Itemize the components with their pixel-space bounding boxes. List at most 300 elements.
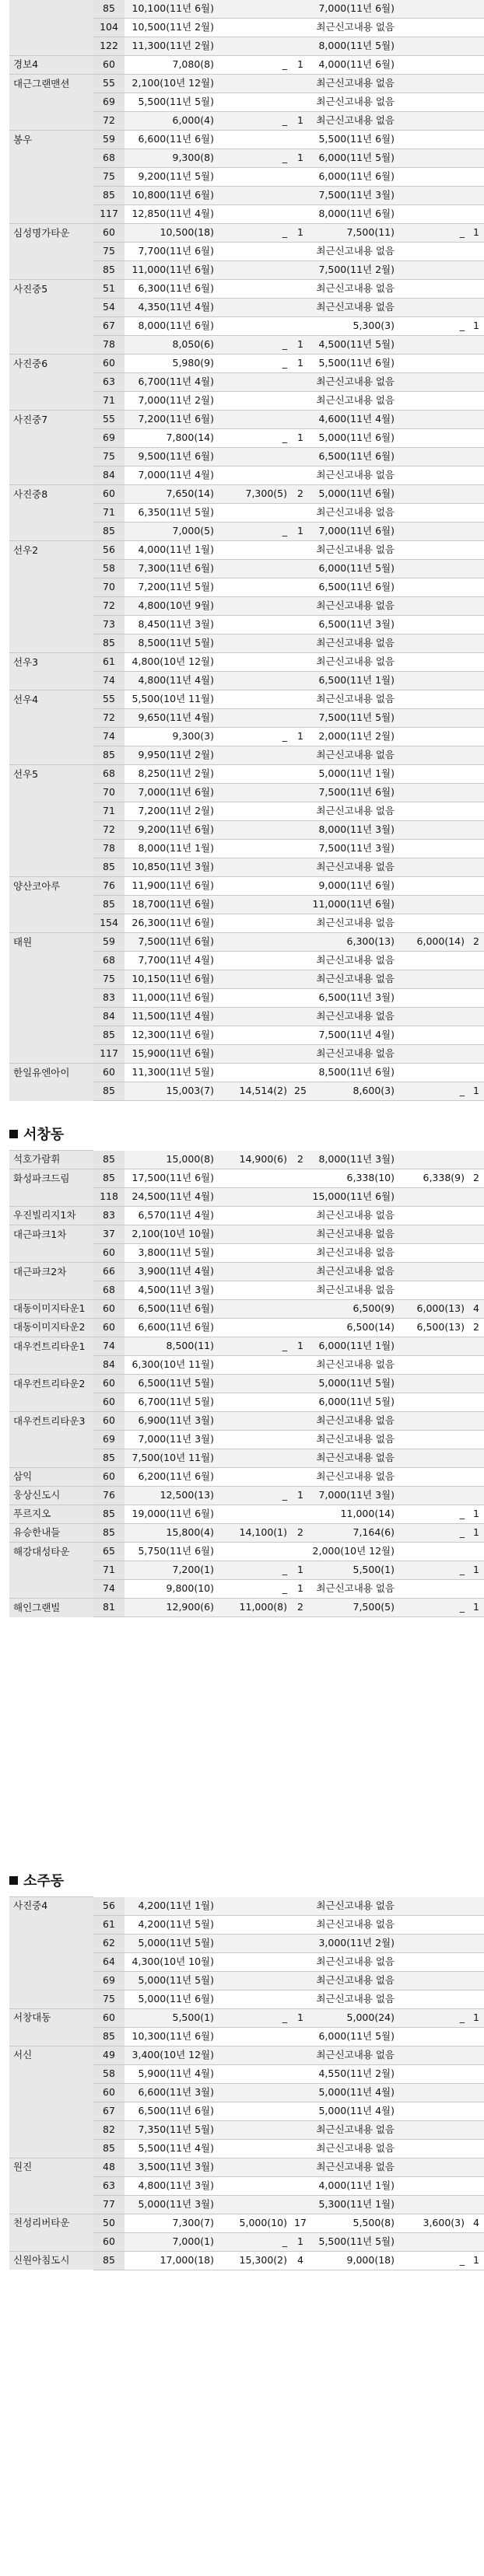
jeonse-price-cell: 최근신고내용 없음: [310, 1990, 398, 2008]
table-row: [9, 2214, 484, 2232]
area-cell: 68: [93, 149, 125, 168]
jeonse-price-prev-cell: [398, 448, 468, 467]
jeonse-count-cell: [468, 355, 484, 373]
jeonse-price-cell: 5,500(1): [310, 1561, 398, 1580]
jeonse-count-cell: 4: [468, 1300, 484, 1319]
jeonse-count-cell: [468, 429, 484, 448]
sale-price-cell: 11,000(11년 6월): [125, 261, 218, 280]
sale-price-prev-cell: [218, 317, 291, 336]
jeonse-count-cell: [468, 1915, 484, 1934]
jeonse-price-prev-cell: [398, 0, 468, 19]
jeonse-count-cell: [468, 448, 484, 467]
jeonse-price-cell: 4,600(11년 4월): [310, 411, 398, 429]
sale-count-cell: 1: [291, 523, 310, 541]
complex-name: [9, 112, 93, 131]
complex-name: 태원: [9, 933, 93, 952]
sale-price-cell: 11,300(11년 5월): [125, 1064, 218, 1082]
sale-price-prev-cell: [218, 243, 291, 261]
jeonse-count-cell: [468, 746, 484, 765]
sale-count-cell: [291, 2176, 310, 2195]
jeonse-price-prev-cell: [398, 2046, 468, 2064]
sale-count-cell: [291, 1431, 310, 1449]
jeonse-count-cell: [468, 299, 484, 317]
jeonse-price-prev-cell: [398, 952, 468, 970]
complex-name: [9, 243, 93, 261]
sale-price-prev-cell: [218, 2195, 291, 2214]
sale-price-cell: 6,350(11년 5월): [125, 504, 218, 523]
complex-name: [9, 560, 93, 578]
table-row: [9, 205, 484, 224]
table-row: [9, 1431, 484, 1449]
jeonse-price-cell: 최근신고내용 없음: [310, 952, 398, 970]
jeonse-price-prev-cell: [398, 1580, 468, 1599]
sale-price-cell: 7,300(7): [125, 2214, 218, 2232]
complex-name: [9, 578, 93, 597]
jeonse-price-cell: 8,000(11년 3월): [310, 1151, 398, 1169]
sale-price-prev-cell: [218, 1897, 291, 1916]
table-row: [9, 93, 484, 112]
sale-price-cell: 6,000(4): [125, 112, 218, 131]
sale-price-prev-cell: [218, 2027, 291, 2046]
jeonse-count-cell: [468, 187, 484, 205]
jeonse-price-cell: 6,500(11년 6월): [310, 578, 398, 597]
jeonse-price-prev-cell: [398, 1915, 468, 1934]
jeonse-price-prev-cell: [398, 1045, 468, 1064]
sale-count-cell: [291, 933, 310, 952]
sale-price-cell: 7,800(14): [125, 429, 218, 448]
area-cell: 154: [93, 914, 125, 933]
sale-price-cell: 15,003(7): [125, 1082, 218, 1101]
complex-name: [9, 149, 93, 168]
table-row: [9, 1543, 484, 1561]
jeonse-price-cell: 5,000(11년 6월): [310, 485, 398, 504]
jeonse-price-cell: 8,000(11년 3월): [310, 821, 398, 840]
jeonse-price-cell: 5,500(11년 6월): [310, 355, 398, 373]
jeonse-count-cell: [468, 112, 484, 131]
sale-count-cell: [291, 205, 310, 224]
jeonse-price-prev-cell: [398, 896, 468, 914]
complex-name: 심성명가타운: [9, 224, 93, 243]
sale-count-cell: 1: [291, 1337, 310, 1356]
area-cell: 55: [93, 75, 125, 93]
jeonse-price-cell: 5,500(11년 6월): [310, 131, 398, 149]
sale-count-cell: [291, 317, 310, 336]
sale-price-cell: 3,500(11년 3월): [125, 2158, 218, 2176]
table-row: [9, 1524, 484, 1543]
table-row: [9, 19, 484, 37]
jeonse-price-cell: 4,550(11년 2월): [310, 2064, 398, 2083]
area-cell: 75: [93, 448, 125, 467]
area-cell: 60: [93, 2008, 125, 2027]
table-row: [9, 448, 484, 467]
sale-price-prev-cell: [218, 1263, 291, 1281]
table-row: [9, 2195, 484, 2214]
area-cell: 60: [93, 485, 125, 504]
complex-name: [9, 616, 93, 634]
jeonse-price-prev-cell: [398, 1375, 468, 1393]
jeonse-count-cell: [468, 0, 484, 19]
jeonse-price-prev-cell: [398, 672, 468, 690]
sale-price-prev-cell: [218, 914, 291, 933]
sale-price-prev-cell: [218, 1244, 291, 1263]
jeonse-price-prev-cell: [398, 914, 468, 933]
complex-name: [9, 0, 93, 19]
jeonse-price-cell: 최근신고내용 없음: [310, 1915, 398, 1934]
sale-price-cell: 7,000(11년 2월): [125, 392, 218, 411]
jeonse-price-prev-cell: [398, 578, 468, 597]
sale-count-cell: [291, 802, 310, 821]
sale-count-cell: [291, 952, 310, 970]
sale-price-cell: 7,650(14): [125, 485, 218, 504]
sale-price-prev-cell: [218, 392, 291, 411]
area-cell: 85: [93, 2027, 125, 2046]
jeonse-price-prev-cell: _: [398, 1561, 468, 1580]
sale-price-cell: 5,500(10년 11월): [125, 690, 218, 709]
area-cell: 62: [93, 1934, 125, 1952]
sale-count-cell: [291, 37, 310, 56]
complex-name: [9, 952, 93, 970]
jeonse-count-cell: [468, 877, 484, 896]
area-cell: 65: [93, 1543, 125, 1561]
sale-price-cell: 9,300(8): [125, 149, 218, 168]
complex-name: 삼익: [9, 1468, 93, 1487]
complex-name: 천성리버타운: [9, 2214, 93, 2232]
jeonse-price-prev-cell: [398, 560, 468, 578]
sale-count-cell: [291, 1281, 310, 1300]
jeonse-count-cell: [468, 1449, 484, 1468]
sale-price-cell: 12,500(13): [125, 1487, 218, 1505]
jeonse-count-cell: [468, 1337, 484, 1356]
area-cell: 78: [93, 336, 125, 355]
jeonse-price-cell: 6,000(11년 5월): [310, 149, 398, 168]
jeonse-price-cell: 최근신고내용 없음: [310, 19, 398, 37]
sale-count-cell: [291, 93, 310, 112]
sale-count-cell: [291, 243, 310, 261]
complex-name: [9, 2102, 93, 2120]
jeonse-price-prev-cell: [398, 504, 468, 523]
table-row: [9, 784, 484, 802]
table-row: [9, 112, 484, 131]
sale-price-cell: 7,000(11년 4월): [125, 467, 218, 485]
sale-count-cell: [291, 280, 310, 299]
sale-price-prev-cell: [218, 578, 291, 597]
complex-name: [9, 373, 93, 392]
sale-price-prev-cell: [218, 467, 291, 485]
complex-name: 유승한내들: [9, 1524, 93, 1543]
jeonse-price-cell: 최근신고내용 없음: [310, 75, 398, 93]
sale-count-cell: [291, 1915, 310, 1934]
table-row: [9, 1045, 484, 1064]
jeonse-count-cell: [468, 1543, 484, 1561]
sale-price-cell: 17,500(11년 6월): [125, 1169, 218, 1188]
sale-price-cell: 5,000(11년 5월): [125, 1934, 218, 1952]
table-row: [9, 355, 484, 373]
area-cell: 67: [93, 317, 125, 336]
sale-count-cell: [291, 634, 310, 653]
sale-price-cell: 6,700(11년 5월): [125, 1393, 218, 1412]
sale-count-cell: [291, 131, 310, 149]
sale-count-cell: [291, 392, 310, 411]
sale-count-cell: [291, 970, 310, 989]
sale-price-cell: 7,300(11년 6월): [125, 560, 218, 578]
sale-price-cell: 7,200(11년 2월): [125, 802, 218, 821]
sale-count-cell: [291, 858, 310, 877]
jeonse-count-cell: [468, 1952, 484, 1971]
complex-name: 서창대동: [9, 2008, 93, 2027]
sale-price-cell: 6,600(11년 6월): [125, 1319, 218, 1337]
sale-price-cell: 8,000(11년 6월): [125, 317, 218, 336]
complex-name: 사진중8: [9, 485, 93, 504]
sale-price-cell: 5,500(1): [125, 2008, 218, 2027]
sale-price-prev-cell: [218, 765, 291, 784]
sale-count-cell: [291, 1952, 310, 1971]
sale-price-prev-cell: _: [218, 1580, 291, 1599]
jeonse-count-cell: 4: [468, 2214, 484, 2232]
jeonse-price-cell: 최근신고내용 없음: [310, 1225, 398, 1244]
complex-name: [9, 467, 93, 485]
jeonse-count-cell: [468, 858, 484, 877]
area-cell: 85: [93, 1082, 125, 1101]
complex-name: 사진중7: [9, 411, 93, 429]
complex-name: 대우컨트리타운2: [9, 1375, 93, 1393]
table-row: [9, 933, 484, 952]
sale-count-cell: [291, 1300, 310, 1319]
complex-name: [9, 1990, 93, 2008]
jeonse-price-prev-cell: [398, 597, 468, 616]
area-cell: 85: [93, 2139, 125, 2158]
table-row: [9, 578, 484, 597]
area-cell: 76: [93, 1487, 125, 1505]
table-row: [9, 1319, 484, 1337]
jeonse-price-cell: 최근신고내용 없음: [310, 112, 398, 131]
sale-count-cell: [291, 1412, 310, 1431]
jeonse-price-prev-cell: [398, 1412, 468, 1431]
sale-price-prev-cell: _: [218, 1337, 291, 1356]
jeonse-count-cell: [468, 1375, 484, 1393]
sale-count-cell: [291, 709, 310, 728]
jeonse-count-cell: [468, 1188, 484, 1207]
complex-name: [9, 1008, 93, 1026]
complex-name: [9, 19, 93, 37]
jeonse-count-cell: [468, 802, 484, 821]
jeonse-price-cell: 최근신고내용 없음: [310, 2158, 398, 2176]
sale-price-prev-cell: _: [218, 429, 291, 448]
sale-count-cell: 1: [291, 56, 310, 75]
sale-price-prev-cell: 11,000(8): [218, 1599, 291, 1617]
area-cell: 74: [93, 672, 125, 690]
jeonse-price-prev-cell: [398, 1244, 468, 1263]
sale-count-cell: 1: [291, 1561, 310, 1580]
jeonse-count-cell: [468, 261, 484, 280]
complex-name: 대근파크1차: [9, 1225, 93, 1244]
jeonse-price-cell: 최근신고내용 없음: [310, 280, 398, 299]
area-cell: 75: [93, 168, 125, 187]
table-row: [9, 914, 484, 933]
jeonse-price-cell: 7,500(11년 2월): [310, 261, 398, 280]
area-cell: 54: [93, 299, 125, 317]
area-cell: 55: [93, 690, 125, 709]
table-row: [9, 802, 484, 821]
jeonse-price-cell: 7,500(11년 6월): [310, 784, 398, 802]
sale-count-cell: [291, 1026, 310, 1045]
area-cell: 60: [93, 1468, 125, 1487]
table-row: [9, 2158, 484, 2176]
jeonse-price-cell: 6,000(11년 5월): [310, 2027, 398, 2046]
sale-count-cell: [291, 1225, 310, 1244]
sale-price-prev-cell: 14,514(2): [218, 1082, 291, 1101]
jeonse-count-cell: [468, 411, 484, 429]
sale-price-prev-cell: [218, 653, 291, 672]
sale-count-cell: [291, 1897, 310, 1916]
jeonse-price-prev-cell: [398, 728, 468, 746]
jeonse-price-prev-cell: [398, 653, 468, 672]
jeonse-count-cell: [468, 989, 484, 1008]
complex-name: [9, 168, 93, 187]
table-row: [9, 690, 484, 709]
area-cell: 69: [93, 429, 125, 448]
complex-name: [9, 2195, 93, 2214]
table-row: [9, 1561, 484, 1580]
jeonse-count-cell: [468, 2083, 484, 2102]
jeonse-count-cell: [468, 1244, 484, 1263]
sale-price-cell: 10,500(11년 2월): [125, 19, 218, 37]
sale-price-cell: 3,800(11년 5월): [125, 1244, 218, 1263]
jeonse-price-cell: 7,500(11년 3월): [310, 840, 398, 858]
sale-price-prev-cell: [218, 933, 291, 952]
table-row: [9, 1225, 484, 1244]
jeonse-price-prev-cell: [398, 243, 468, 261]
jeonse-price-prev-cell: [398, 1337, 468, 1356]
sale-price-prev-cell: [218, 1300, 291, 1319]
area-cell: 82: [93, 2120, 125, 2139]
table-row: [9, 243, 484, 261]
table-row: [9, 896, 484, 914]
jeonse-price-cell: 최근신고내용 없음: [310, 914, 398, 933]
sale-price-prev-cell: _: [218, 1561, 291, 1580]
jeonse-price-cell: 2,000(10년 12월): [310, 1543, 398, 1561]
complex-name: [9, 429, 93, 448]
sale-price-cell: 10,500(18): [125, 224, 218, 243]
jeonse-price-prev-cell: [398, 485, 468, 504]
sale-price-cell: 6,300(11년 6월): [125, 280, 218, 299]
complex-name: [9, 840, 93, 858]
sale-count-cell: [291, 746, 310, 765]
complex-name: 선우4: [9, 690, 93, 709]
area-cell: 59: [93, 933, 125, 952]
sale-count-cell: [291, 1169, 310, 1188]
jeonse-price-prev-cell: [398, 877, 468, 896]
jeonse-price-cell: 최근신고내용 없음: [310, 1281, 398, 1300]
jeonse-count-cell: [468, 504, 484, 523]
jeonse-price-cell: 6,000(11년 1월): [310, 1337, 398, 1356]
sale-price-cell: 7,500(10년 11월): [125, 1449, 218, 1468]
jeonse-count-cell: [468, 2102, 484, 2120]
jeonse-price-cell: 최근신고내용 없음: [310, 299, 398, 317]
sale-price-prev-cell: [218, 1393, 291, 1412]
jeonse-price-cell: 5,000(11년 4월): [310, 2102, 398, 2120]
sale-price-cell: 12,900(6): [125, 1599, 218, 1617]
area-cell: 71: [93, 802, 125, 821]
sale-price-prev-cell: [218, 1008, 291, 1026]
square-bullet-icon: [9, 1130, 18, 1138]
sale-price-prev-cell: [218, 1064, 291, 1082]
jeonse-price-cell: 최근신고내용 없음: [310, 1356, 398, 1375]
area-cell: 60: [93, 1393, 125, 1412]
jeonse-count-cell: [468, 784, 484, 802]
area-cell: 74: [93, 1337, 125, 1356]
sale-count-cell: [291, 2120, 310, 2139]
sale-price-prev-cell: [218, 0, 291, 19]
jeonse-count-cell: [468, 280, 484, 299]
sale-price-cell: 5,000(11년 3월): [125, 2195, 218, 2214]
complex-name: 대우컨트리타운3: [9, 1412, 93, 1431]
jeonse-price-prev-cell: [398, 373, 468, 392]
jeonse-price-prev-cell: [398, 1449, 468, 1468]
sale-price-cell: 26,300(11년 6월): [125, 914, 218, 933]
jeonse-price-prev-cell: [398, 2195, 468, 2214]
area-cell: 85: [93, 1151, 125, 1169]
jeonse-price-cell: 5,000(11년 1월): [310, 765, 398, 784]
sale-price-cell: 7,500(11년 6월): [125, 933, 218, 952]
jeonse-price-cell: 최근신고내용 없음: [310, 467, 398, 485]
jeonse-price-prev-cell: [398, 1008, 468, 1026]
jeonse-count-cell: [468, 709, 484, 728]
jeonse-count-cell: [468, 914, 484, 933]
jeonse-count-cell: [468, 392, 484, 411]
sale-price-prev-cell: [218, 709, 291, 728]
jeonse-price-prev-cell: [398, 2139, 468, 2158]
jeonse-price-cell: 4,000(11년 1월): [310, 2176, 398, 2195]
sale-count-cell: [291, 2046, 310, 2064]
sale-count-cell: [291, 187, 310, 205]
jeonse-count-cell: [468, 597, 484, 616]
jeonse-count-cell: [468, 2064, 484, 2083]
jeonse-price-prev-cell: [398, 149, 468, 168]
sale-price-prev-cell: [218, 802, 291, 821]
section-heading: [9, 1124, 458, 1144]
area-cell: 58: [93, 560, 125, 578]
sale-count-cell: [291, 2195, 310, 2214]
sale-count-cell: [291, 1934, 310, 1952]
complex-name: [9, 336, 93, 355]
jeonse-count-cell: [468, 1487, 484, 1505]
complex-name: [9, 728, 93, 746]
area-cell: 68: [93, 1281, 125, 1300]
sale-count-cell: 25: [291, 1082, 310, 1101]
table-row: [9, 970, 484, 989]
area-cell: 85: [93, 1524, 125, 1543]
jeonse-count-cell: 1: [468, 1505, 484, 1524]
area-cell: 48: [93, 2158, 125, 2176]
area-cell: 85: [93, 523, 125, 541]
sale-price-cell: 17,000(18): [125, 2251, 218, 2270]
table-row: [9, 2176, 484, 2195]
jeonse-price-prev-cell: [398, 821, 468, 840]
jeonse-price-cell: 7,000(11년 6월): [310, 523, 398, 541]
jeonse-count-cell: [468, 1934, 484, 1952]
table-row: [9, 1026, 484, 1045]
area-cell: 85: [93, 1505, 125, 1524]
jeonse-count-cell: [468, 541, 484, 560]
sale-count-cell: 1: [291, 224, 310, 243]
sale-price-prev-cell: 14,100(1): [218, 1524, 291, 1543]
sale-count-cell: 4: [291, 2251, 310, 2270]
jeonse-count-cell: [468, 1263, 484, 1281]
sale-count-cell: [291, 2158, 310, 2176]
complex-name: [9, 1449, 93, 1468]
sale-price-prev-cell: [218, 1915, 291, 1934]
jeonse-price-prev-cell: [398, 2064, 468, 2083]
